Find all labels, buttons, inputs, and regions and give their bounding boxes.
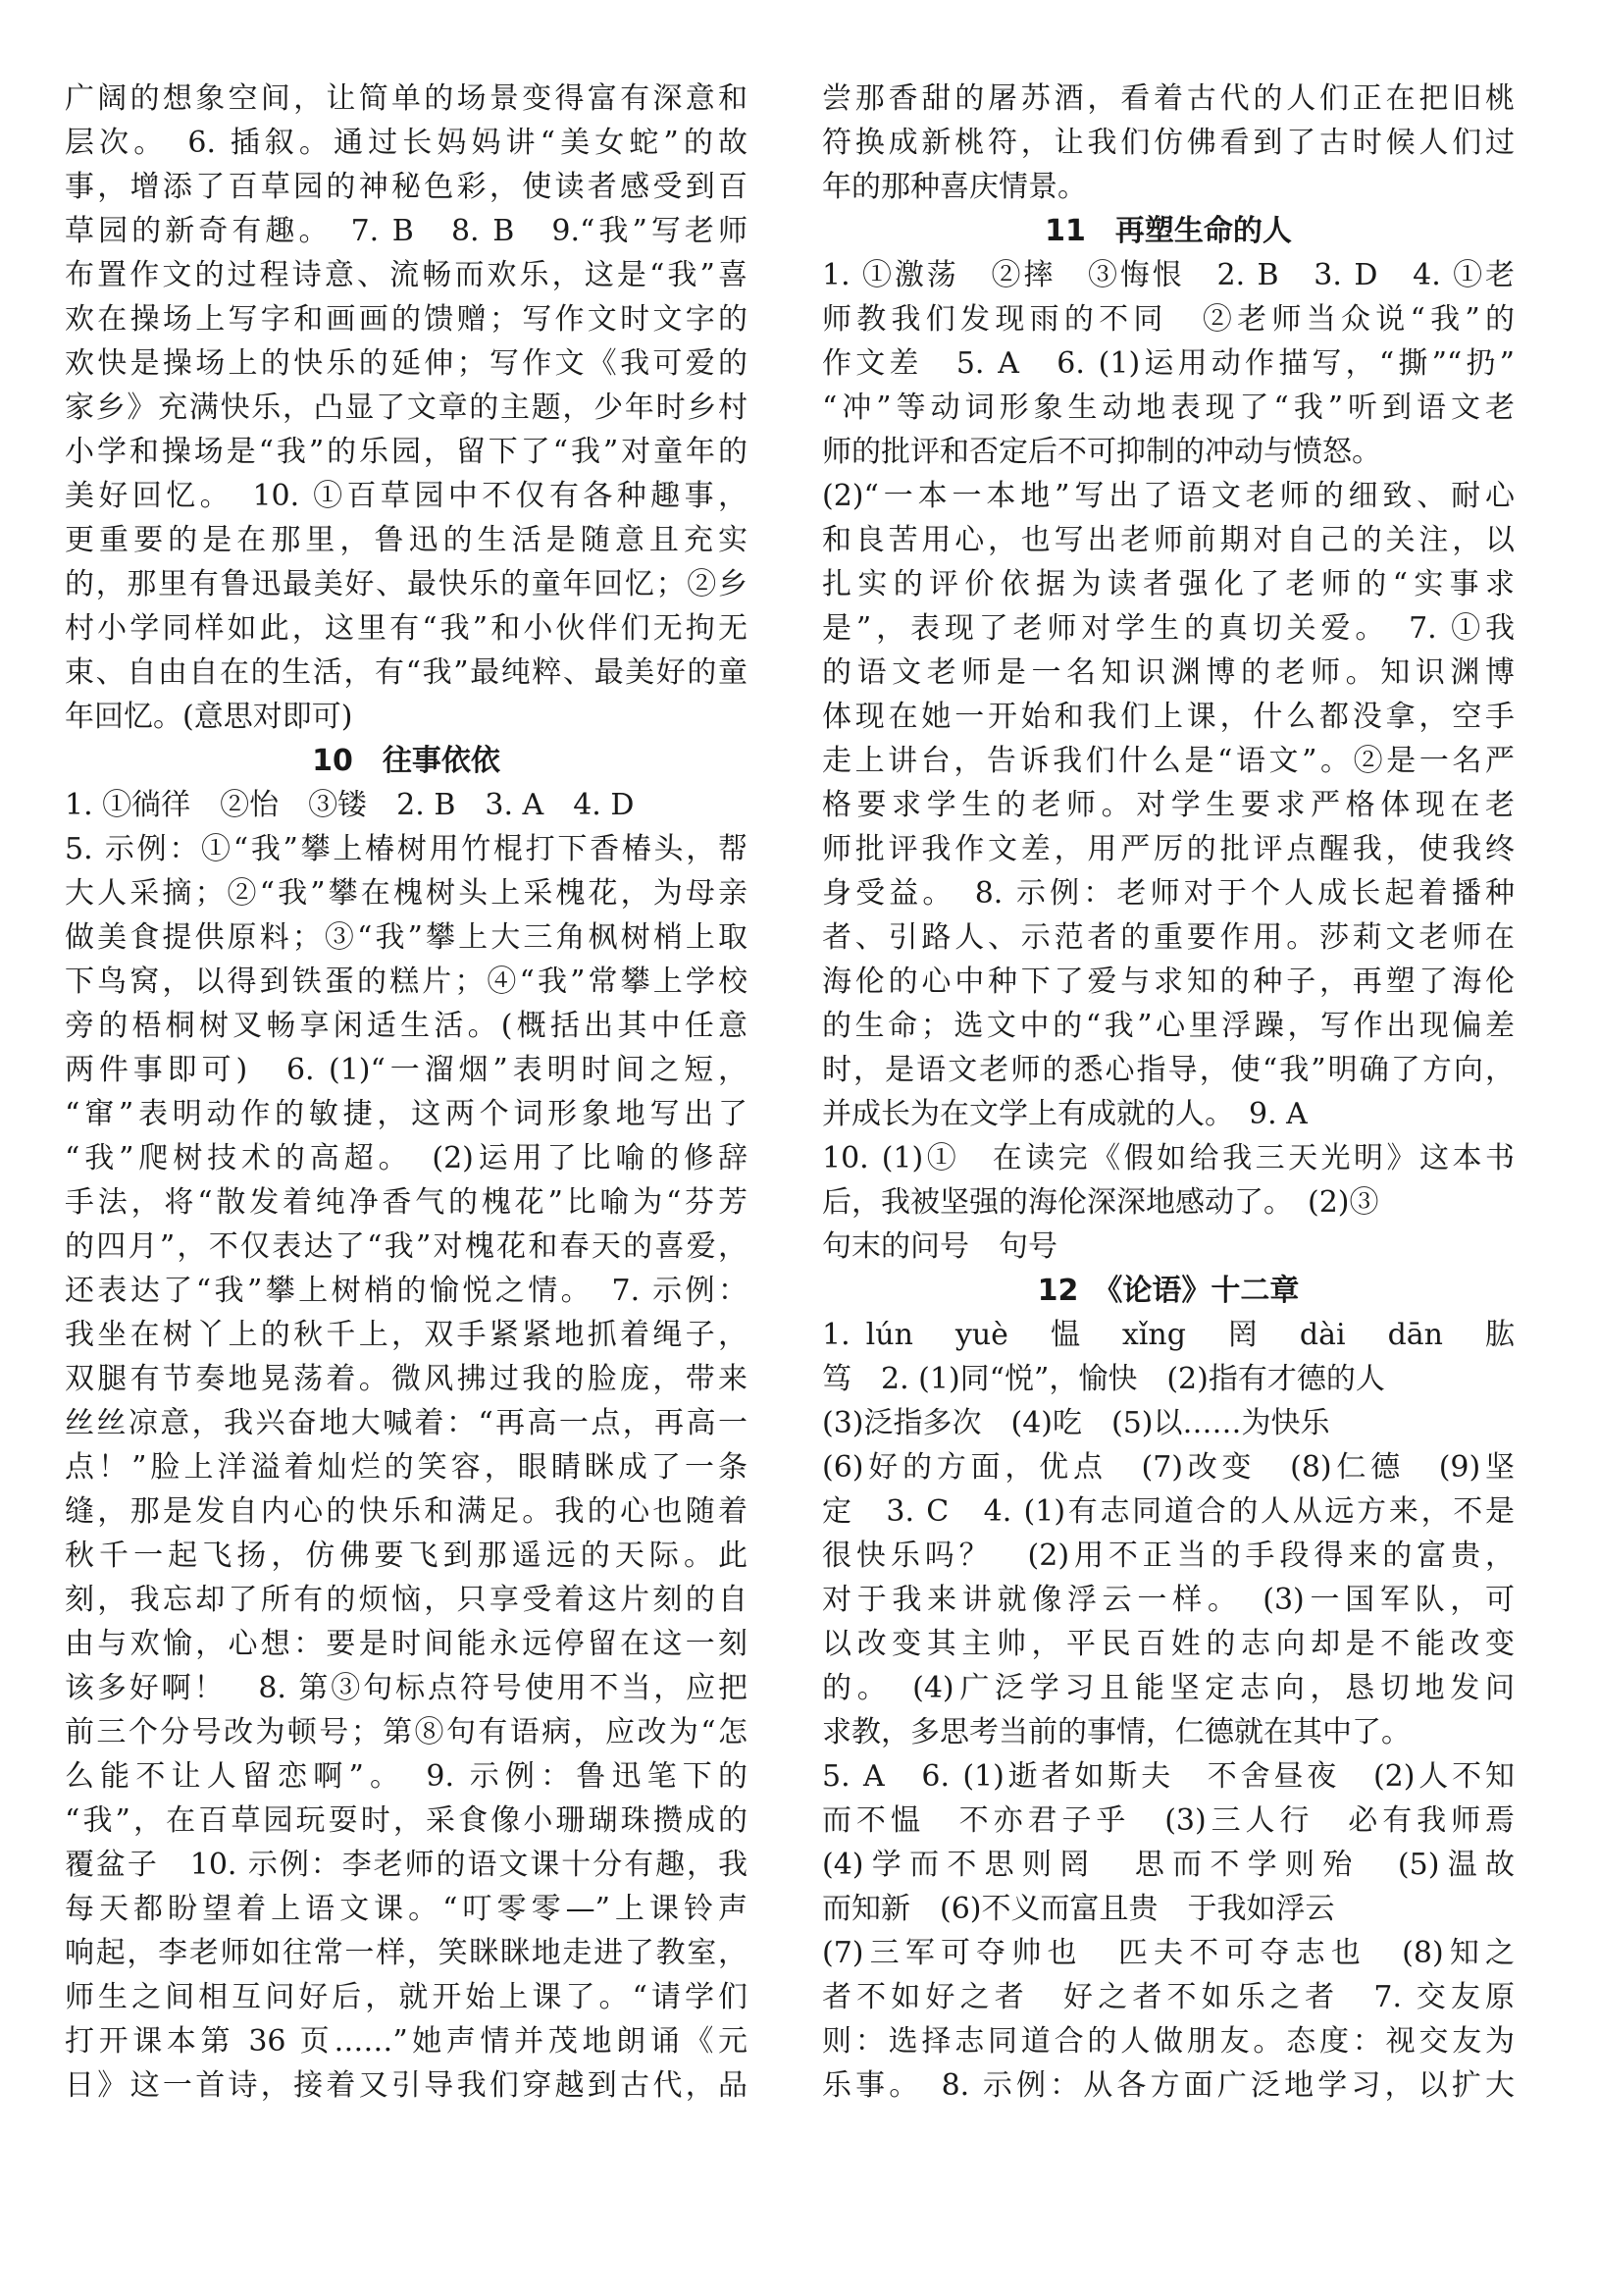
right-text-line: (6)好的方面，优点 (7)改变 (8)仁德 (9)坚 (822, 1450, 1515, 1485)
left-text-line: 美好回忆。 10. ①百草园中不仅有各种趣事， (65, 479, 747, 513)
right-text-line: 师教我们发现雨的不同 ②老师当众说“我”的 (822, 302, 1515, 337)
right-text-line: 体现在她一开始和我们上课，什么都没拿，空手 (822, 700, 1515, 734)
right-text-line: 者不如好之者 好之者不如乐之者 7. 交友原 (822, 1980, 1515, 2014)
right-text-line: 尝那香甜的屠苏酒，看着古代的人们正在把旧桃 (822, 81, 1515, 116)
left-text-line: 打开课本第 36 页……”她声情并茂地朗诵《元 (65, 2024, 747, 2059)
left-text-line: 小学和操场是“我”的乐园，留下了“我”对童年的 (65, 435, 747, 469)
left-text-line: 么能不让人留恋啊”。 9. 示例：鲁迅笔下的 (65, 1759, 747, 1794)
left-text-line: 更重要的是在那里，鲁迅的生活是随意且充实 (65, 523, 747, 557)
right-text-line: 作文差 5. A 6. (1)运用动作描写，“撕”“扔” (822, 346, 1515, 381)
right-text-line: 并成长为在文学上有成就的人。 9. A (822, 1097, 1308, 1131)
right-text-line: 者、引路人、示范者的重要作用。莎莉文老师在 (822, 920, 1515, 955)
left-text-line: 由与欢愉，心想：要是时间能永远停留在这一刻 (65, 1627, 747, 1661)
right-text-line: 笃 2. (1)同“悦”，愉快 (2)指有才德的人 (822, 1362, 1385, 1396)
left-text-line: 旁的梧桐树叉畅享闲适生活。(概括出其中任意 (65, 1009, 747, 1043)
section-heading: 11 再塑生命的人 (1045, 214, 1292, 248)
right-text-line: 1. lún yuè 愠 xǐng 罔 dài dān 肱 (822, 1318, 1515, 1352)
right-text-line: 时，是语文老师的悉心指导，使“我”明确了方向， (822, 1053, 1515, 1087)
right-text-line: 则：选择志同道合的人做朋友。态度：视交友为 (822, 2024, 1515, 2059)
right-text-line: 10. (1)① 在读完《假如给我三天光明》这本书 (822, 1141, 1515, 1175)
right-text-line: 乐事。 8. 示例：从各方面广泛地学习，以扩大 (822, 2068, 1515, 2103)
left-text-line: 下鸟窝，以得到铁蛋的糕片；④“我”常攀上学校 (65, 965, 747, 999)
left-text-line: “我”爬树技术的高超。 (2)运用了比喻的修辞 (65, 1141, 747, 1175)
left-text-line: 师生之间相互问好后，就开始上课了。“请学们 (65, 1980, 747, 2014)
section-heading: 12 《论语》十二章 (1037, 1274, 1300, 1308)
right-text-line: (3)泛指多次 (4)吃 (5)以……为快乐 (822, 1406, 1330, 1440)
left-text-line: 5. 示例：①“我”攀上椿树用竹棍打下香椿头，帮 (65, 832, 747, 866)
right-text-line: 的。 (4)广泛学习且能坚定志向，恳切地发问 (822, 1671, 1515, 1705)
left-text-line: 缝，那是发自内心的快乐和满足。我的心也随着 (65, 1494, 747, 1529)
right-text-line: 而知新 (6)不义而富且贵 于我如浮云 (822, 1892, 1335, 1926)
right-text-line: 定 3. C 4. (1)有志同道合的人从远方来，不是 (822, 1494, 1515, 1529)
right-text-line: (7)三军可夺帅也 匹夫不可夺志也 (8)知之 (822, 1936, 1515, 1970)
left-text-line: 层次。 6. 插叙。通过长妈妈讲“美女蛇”的故 (65, 126, 747, 160)
right-text-line: 身受益。 8. 示例：老师对于个人成长起着播种 (822, 876, 1515, 911)
right-text-line: 1. ①激荡 ②摔 ③悔恨 2. B 3. D 4. ①老 (822, 258, 1515, 292)
left-text-line: 我坐在树丫上的秋千上，双手紧紧地抓着绳子， (65, 1318, 747, 1352)
left-text-line: 村小学同样如此，这里有“我”和小伙伴们无拘无 (65, 611, 747, 646)
right-text-line: 格要求学生的老师。对学生要求严格体现在老 (822, 788, 1515, 822)
left-text-line: “我”，在百草园玩耍时，采食像小珊瑚珠攒成的 (65, 1803, 747, 1838)
left-text-line: 前三个分号改为顿号；第⑧句有语病，应改为“怎 (65, 1715, 747, 1749)
right-text-line: 对于我来讲就像浮云一样。 (3)一国军队，可 (822, 1583, 1515, 1617)
right-text-line: 海伦的心中种下了爱与求知的种子，再塑了海伦 (822, 965, 1515, 999)
left-text-line: “窜”表明动作的敏捷，这两个词形象地写出了 (65, 1097, 747, 1131)
left-text-line: 秋千一起飞扬，仿佛要飞到那遥远的天际。此 (65, 1539, 747, 1573)
left-text-line: 的四月”，不仅表达了“我”对槐花和春天的喜爱， (65, 1229, 747, 1264)
left-text-line: 响起，李老师如往常一样，笑眯眯地走进了教室， (65, 1936, 747, 1970)
left-text-line: 还表达了“我”攀上树梢的愉悦之情。 7. 示例： (65, 1274, 747, 1308)
right-text-line: (4)学而不思则罔 思而不学则殆 (5)温故 (822, 1848, 1515, 1882)
left-text-line: 草园的新奇有趣。 7. B 8. B 9.“我”写老师 (65, 214, 747, 248)
right-text-line: 师的批评和否定后不可抑制的冲动与愤怒。 (822, 435, 1381, 469)
left-text-line: 束、自由自在的生活，有“我”最纯粹、最美好的童 (65, 655, 747, 690)
right-text-line: 是”，表现了老师对学生的真切关爱。 7. ①我 (822, 611, 1515, 646)
left-text-line: 手法，将“散发着纯净香气的槐花”比喻为“芬芳 (65, 1185, 747, 1220)
left-text-line: 布置作文的过程诗意、流畅而欢乐，这是“我”喜 (65, 258, 747, 292)
left-text-line: 年回忆。(意思对即可) (65, 700, 353, 734)
right-text-line: 求教，多思考当前的事情，仁德就在其中了。 (822, 1715, 1411, 1749)
left-text-line: 该多好啊！ 8. 第③句标点符号使用不当，应把 (65, 1671, 747, 1705)
left-text-line: 两件事即可) 6. (1)“一溜烟”表明时间之短， (65, 1053, 747, 1087)
left-text-line: 点！”脸上洋溢着灿烂的笑容，眼睛眯成了一条 (65, 1450, 747, 1485)
left-text-line: 双腿有节奏地晃荡着。微风拂过我的脸庞，带来 (65, 1362, 747, 1396)
right-text-line: 和良苦用心，也写出老师前期对自己的关注，以 (822, 523, 1515, 557)
right-text-line: 很快乐吗？ (2)用不正当的手段得来的富贵， (822, 1539, 1515, 1573)
right-text-line: 扎实的评价依据为读者强化了老师的“实事求 (822, 567, 1515, 601)
left-text-line: 欢在操场上写字和画画的馈赠；写作文时文字的 (65, 302, 747, 337)
left-text-line: 日》这一首诗，接着又引导我们穿越到古代，品 (65, 2068, 747, 2103)
right-text-line: 符换成新桃符，让我们仿佛看到了古时候人们过 (822, 126, 1515, 160)
right-column (822, 77, 1515, 2108)
right-text-line: 师批评我作文差，用严厉的批评点醒我，使我终 (822, 832, 1515, 866)
left-text-line: 做美食提供原料；③“我”攀上大三角枫树梢上取 (65, 920, 747, 955)
left-text-line: 1. ①徜徉 ②怡 ③镂 2. B 3. A 4. D (65, 788, 635, 822)
section-heading: 10 往事依依 (312, 744, 500, 778)
right-text-line: 5. A 6. (1)逝者如斯夫 不舍昼夜 (2)人不知 (822, 1759, 1515, 1794)
left-text-line: 家乡》充满快乐，凸显了文章的主题，少年时乡村 (65, 391, 747, 425)
right-text-line: “冲”等动词形象生动地表现了“我”听到语文老 (822, 391, 1515, 425)
right-text-line: 以改变其主帅，平民百姓的志向却是不能改变 (822, 1627, 1515, 1661)
right-text-line: (2)“一本一本地”写出了语文老师的细致、耐心 (822, 479, 1515, 513)
left-column (65, 77, 747, 2108)
left-text-line: 欢快是操场上的快乐的延伸；写作文《我可爱的 (65, 346, 747, 381)
left-text-line: 的，那里有鲁迅最美好、最快乐的童年回忆；②乡 (65, 567, 747, 601)
right-text-line: 年的那种喜庆情景。 (822, 170, 1087, 204)
left-text-line: 丝丝凉意，我兴奋地大喊着：“再高一点，再高一 (65, 1406, 747, 1440)
right-text-line: 走上讲台，告诉我们什么是“语文”。②是一名严 (822, 744, 1515, 778)
left-text-line: 每天都盼望着上语文课。“叮零零—”上课铃声 (65, 1892, 747, 1926)
right-text-line: 后，我被坚强的海伦深深地感动了。 (2)③ (822, 1185, 1379, 1220)
left-text-line: 刻，我忘却了所有的烦恼，只享受着这片刻的自 (65, 1583, 747, 1617)
right-text-line: 而不愠 不亦君子乎 (3)三人行 必有我师焉 (822, 1803, 1515, 1838)
right-text-line: 的生命；选文中的“我”心里浮躁，写作出现偏差 (822, 1009, 1515, 1043)
left-text-line: 覆盆子 10. 示例：李老师的语文课十分有趣，我 (65, 1848, 747, 1882)
left-text-line: 大人采摘；②“我”攀在槐树头上采槐花，为母亲 (65, 876, 747, 911)
right-text-line: 句末的问号 句号 (822, 1229, 1057, 1264)
left-text-line: 广阔的想象空间，让简单的场景变得富有深意和 (65, 81, 747, 116)
right-text-line: 的语文老师是一名知识渊博的老师。知识渊博 (822, 655, 1515, 690)
left-text-line: 事，增添了百草园的神秘色彩，使读者感受到百 (65, 170, 747, 204)
